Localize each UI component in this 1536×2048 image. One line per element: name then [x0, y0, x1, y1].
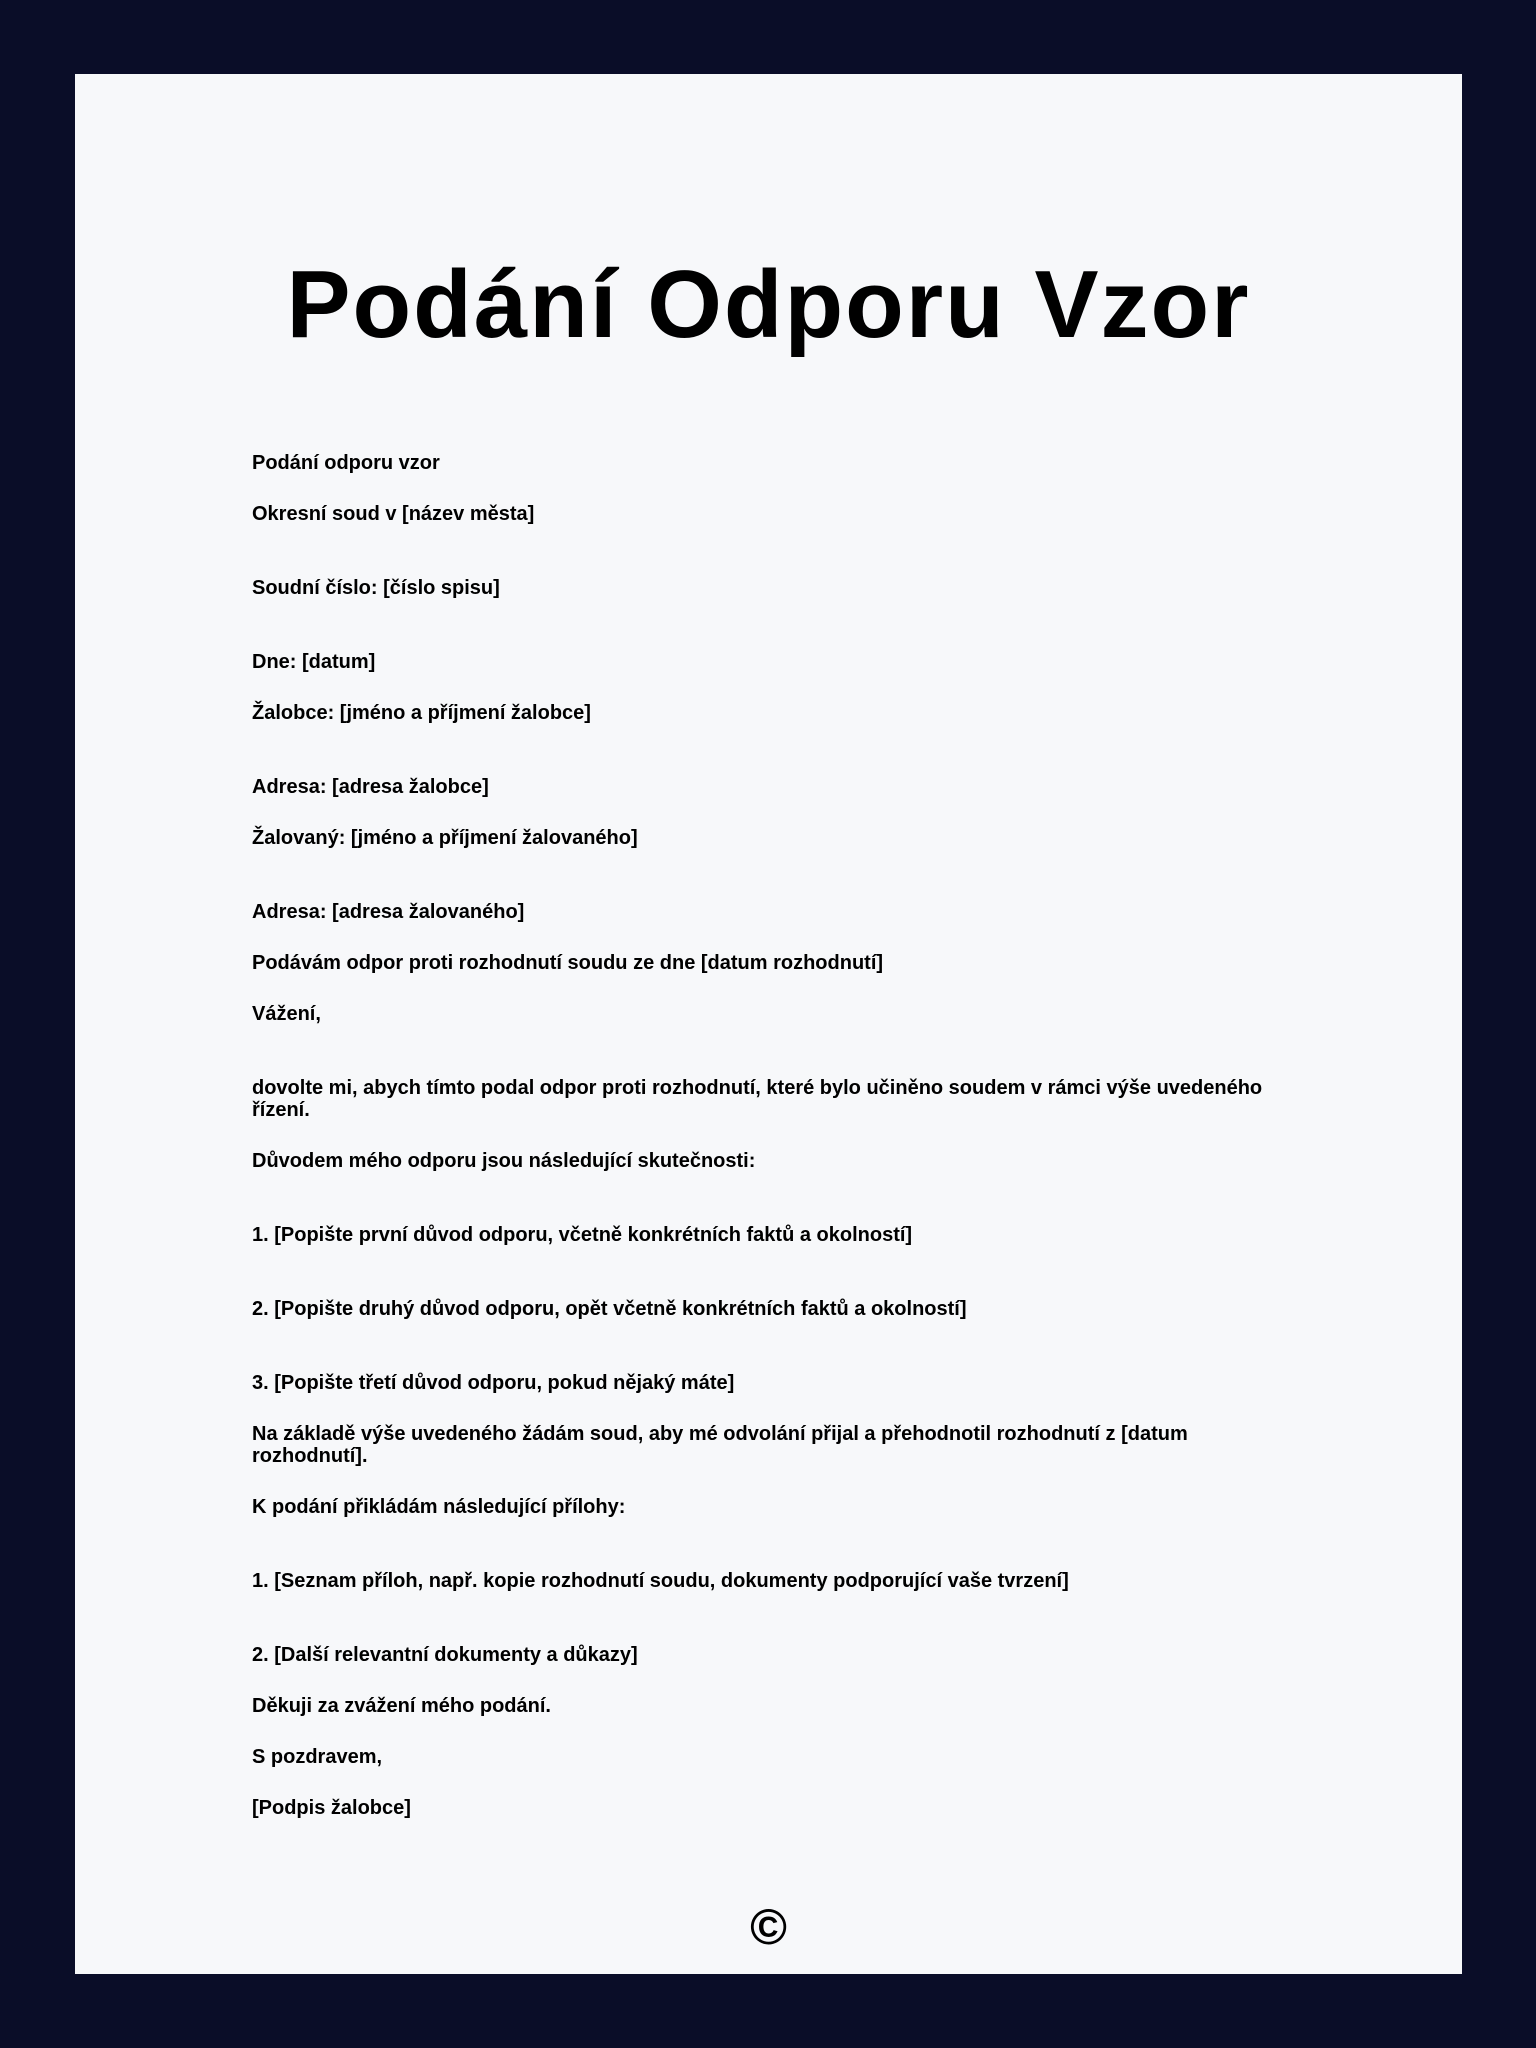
paragraph: Adresa: [adresa žalovaného] — [252, 901, 525, 923]
paragraph: 1. [Seznam příloh, např. kopie rozhodnutí soudu, dokumenty podporující vaše tvrzení] — [252, 1570, 1069, 1592]
copyright-icon: © — [750, 1899, 787, 1955]
paragraph: Podávám odpor proti rozhodnutí soudu ze dne [datum rozhodnutí] — [252, 952, 884, 974]
paragraph: Žalovaný: [jméno a příjmení žalovaného] — [252, 827, 638, 849]
paragraph: Žalobce: [jméno a příjmení žalobce] — [252, 702, 591, 724]
paragraph: Děkuji za zvážení mého podání. — [252, 1695, 551, 1717]
document-page — [75, 74, 1462, 1974]
paragraph: Okresní soud v [název města] — [252, 503, 535, 525]
document-body — [252, 452, 1285, 1819]
document-title: Podání Odporu Vzor — [286, 251, 1251, 358]
paragraph: Na základě výše uvedeného žádám soud, aby mé odvolání přijal a přehodnotil rozhodnutí z [datum rozhodnutí]. — [252, 1423, 1188, 1467]
paragraph: 3. [Popište třetí důvod odporu, pokud nějaký máte] — [252, 1372, 735, 1394]
paragraph: Podání odporu vzor — [252, 452, 440, 474]
paragraph: dovolte mi, abych tímto podal odpor proti rozhodnutí, které bylo učiněno soudem v rámci výše uvedeného řízení. — [252, 1077, 1263, 1121]
paragraph: 1. [Popište první důvod odporu, včetně konkrétních faktů a okolností] — [252, 1224, 913, 1246]
paragraph: 2. [Další relevantní dokumenty a důkazy] — [252, 1644, 638, 1666]
paragraph: Dne: [datum] — [252, 651, 376, 673]
paragraph: K podání přikládám následující přílohy: — [252, 1496, 626, 1518]
paragraph: Důvodem mého odporu jsou následující skutečnosti: — [252, 1150, 756, 1172]
paragraph: Adresa: [adresa žalobce] — [252, 776, 489, 798]
paragraph: 2. [Popište druhý důvod odporu, opět včetně konkrétních faktů a okolností] — [252, 1298, 967, 1320]
paragraph: S pozdravem, — [252, 1746, 383, 1768]
paragraph: Vážení, — [252, 1003, 321, 1025]
paragraph: [Podpis žalobce] — [252, 1797, 411, 1819]
paragraph: Soudní číslo: [číslo spisu] — [252, 577, 500, 599]
